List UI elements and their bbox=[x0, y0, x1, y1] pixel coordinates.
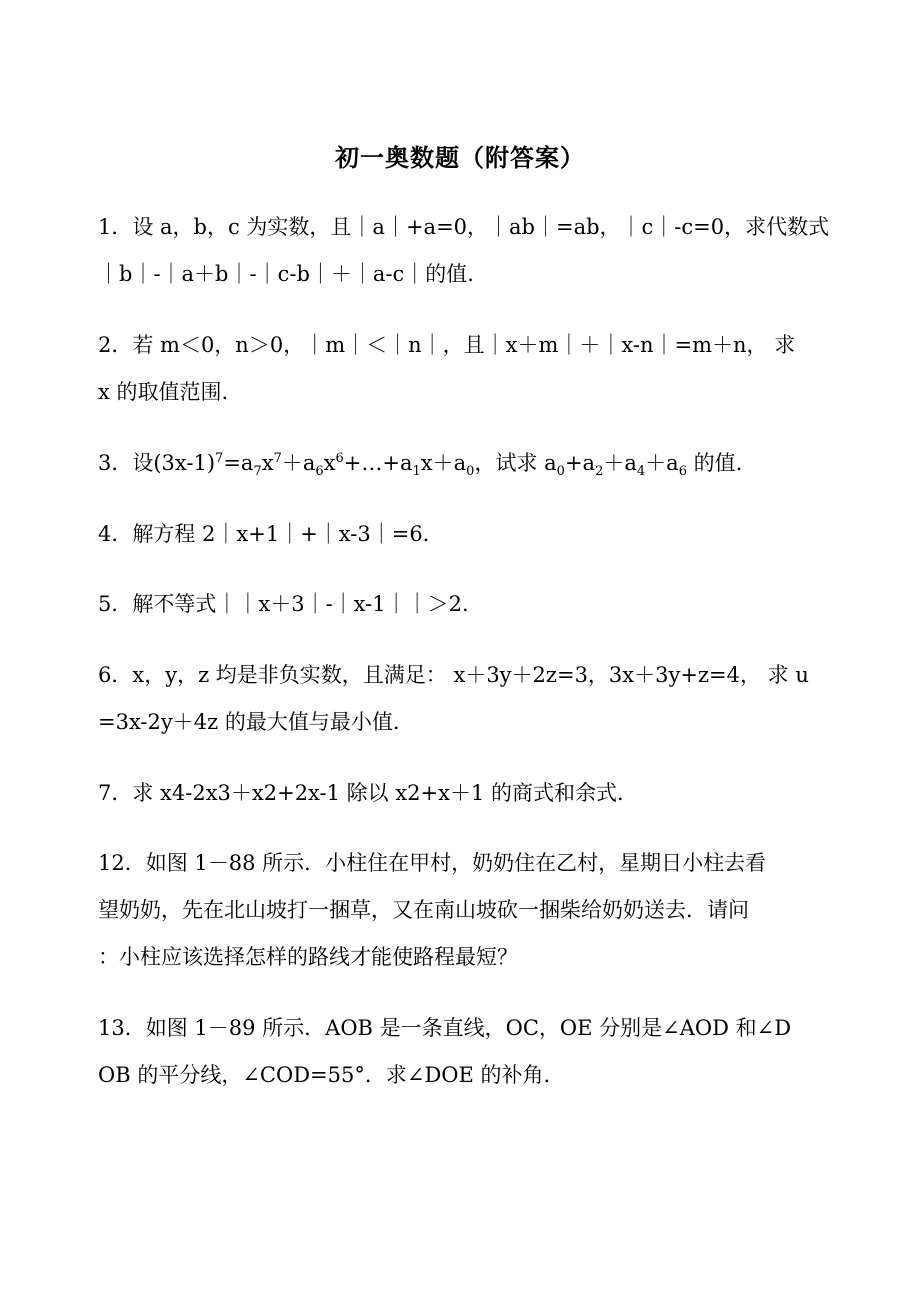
problem-2-line-1: 2．若 m＜0，n＞0，｜m｜＜｜n｜，且｜x＋m｜＋｜x-n｜=m＋n， 求 bbox=[98, 333, 796, 357]
p3-text: x＋a bbox=[420, 451, 467, 475]
p3-subscript: 0 bbox=[556, 464, 565, 480]
problem-13-line-2: OB 的平分线，∠COD=55°．求∠DOE 的补角. bbox=[98, 1063, 551, 1087]
p3-text: 的值. bbox=[686, 451, 743, 475]
problem-3-line-1 bbox=[98, 448, 838, 478]
p3-text: ＋a bbox=[603, 451, 637, 475]
p3-text: +a bbox=[564, 451, 596, 475]
p3-subscript: 6 bbox=[678, 464, 687, 480]
p3-text: =a bbox=[223, 451, 254, 475]
problem-12-line-3: ：小柱应该选择怎样的路线才能使路程最短？ bbox=[98, 945, 518, 969]
problem-4-line-1: 4．解方程 2｜x+1｜+｜x-3｜=6. bbox=[98, 522, 430, 546]
document-title: 初一奥数题（附答案） bbox=[335, 144, 585, 172]
problem-5-line-1: 5．解不等式｜｜x＋3｜-｜x-1｜｜＞2. bbox=[98, 592, 469, 616]
p3-text: ，试求 a bbox=[474, 451, 557, 475]
problem-12-line-1: 12．如图 1－88 所示．小柱住在甲村，奶奶住在乙村，星期日小柱去看 bbox=[98, 851, 767, 875]
problem-1-line-1: 1．设 a，b，c 为实数，且｜a｜+a=0，｜ab｜=ab，｜c｜-c=0，求代数式 bbox=[98, 215, 830, 239]
problem-6-line-2: =3x-2y＋4z 的最大值与最小值. bbox=[98, 710, 400, 734]
p3-text: 3．设(3x-1) bbox=[98, 451, 216, 475]
problem-2-line-2: x 的取值范围. bbox=[98, 380, 229, 404]
p3-subscript: 7 bbox=[253, 464, 262, 480]
problem-6-line-1: 6．x，y，z 均是非负实数，且满足： x＋3y＋2z=3，3x＋3y+z=4， 求 u bbox=[98, 663, 809, 687]
p3-exponent: 6 bbox=[335, 451, 344, 466]
problem-13-line-1: 13．如图 1－89 所示．AOB 是一条直线，OC，OE 分别是∠AOD 和∠D bbox=[98, 1016, 792, 1040]
problem-12-line-2: 望奶奶，先在北山坡打一捆草，又在南山坡砍一捆柴给奶奶送去．请问 bbox=[98, 898, 749, 922]
p3-text: x bbox=[261, 451, 274, 475]
problem-1-line-2: ｜b｜-｜a＋b｜-｜c-b｜＋｜a-c｜的值. bbox=[98, 262, 474, 286]
p3-subscript: 6 bbox=[315, 464, 324, 480]
p3-text: x bbox=[323, 451, 336, 475]
p3-exponent: 7 bbox=[215, 451, 224, 466]
p3-text: ＋a bbox=[281, 451, 316, 475]
p3-text: ＋a bbox=[645, 451, 679, 475]
problem-7-line-1: 7．求 x4-2x3＋x2+2x-1 除以 x2+x＋1 的商式和余式. bbox=[98, 781, 624, 805]
p3-subscript: 2 bbox=[595, 464, 604, 480]
p3-exponent: 7 bbox=[273, 451, 282, 466]
p3-text: +…+a bbox=[343, 451, 413, 475]
p3-subscript: 1 bbox=[412, 464, 421, 480]
p3-subscript: 0 bbox=[466, 464, 475, 480]
p3-subscript: 4 bbox=[636, 464, 646, 480]
